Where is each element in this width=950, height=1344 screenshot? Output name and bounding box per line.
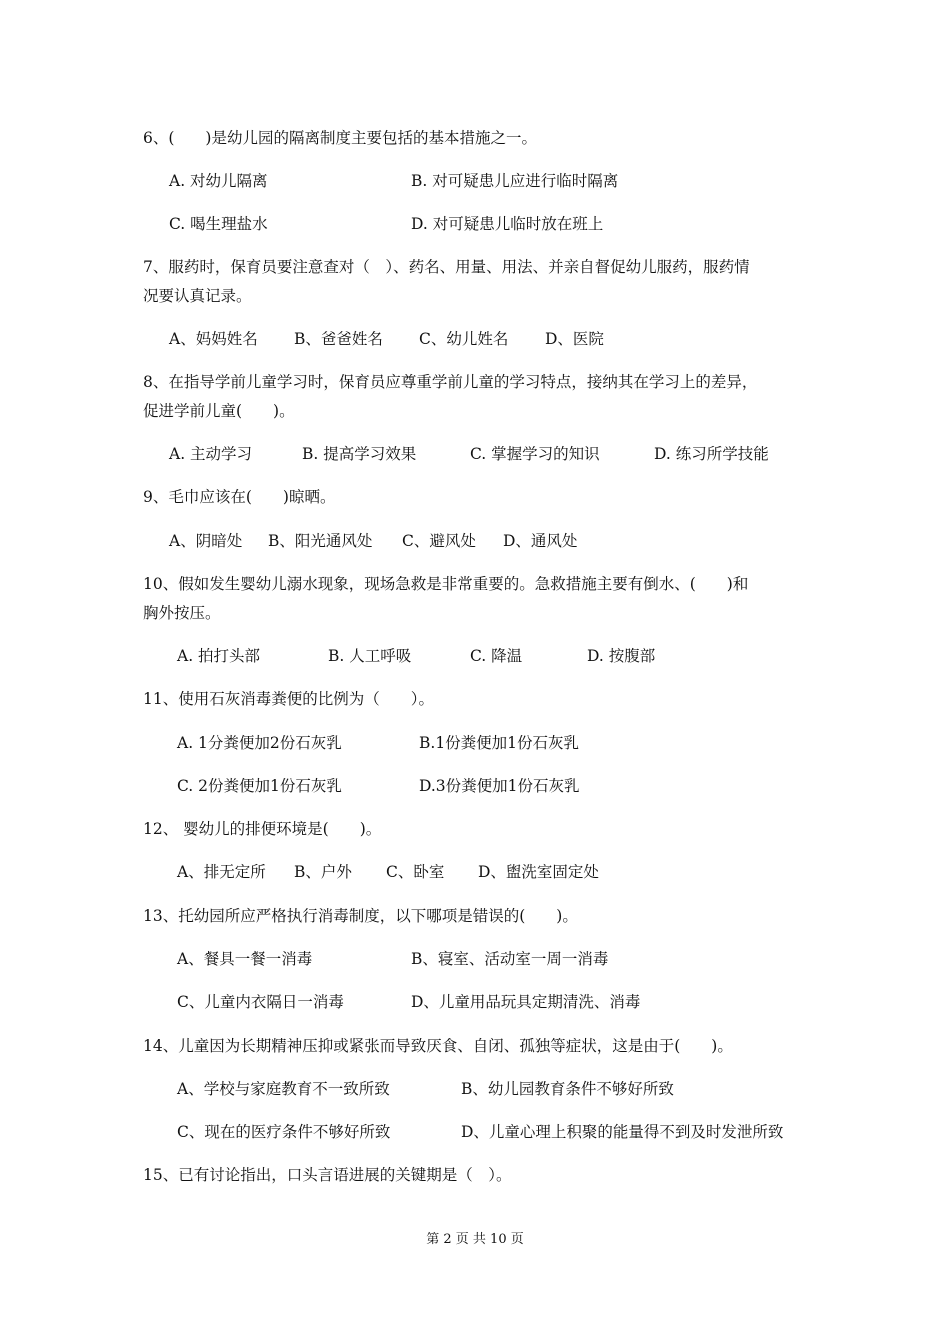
question-10-stem-line-1: 10、假如发生婴幼儿溺水现象，现场急救是非常重要的。急救措施主要有倒水、( )和 xyxy=(143,575,749,593)
question-10-option-c: C. 降温 xyxy=(470,647,523,665)
question-11-option-b: B.1份粪便加1份石灰乳 xyxy=(419,734,580,752)
question-15-stem: 15、已有讨论指出，口头言语进展的关键期是（ ）。 xyxy=(143,1166,512,1184)
question-13-option-a: A、餐具一餐一消毒 xyxy=(177,950,313,968)
question-8-option-a: A. 主动学习 xyxy=(169,445,253,463)
question-11-stem: 11、使用石灰消毒粪便的比例为（ ）。 xyxy=(143,690,434,708)
question-12-option-b: B、户外 xyxy=(294,863,352,881)
question-9-option-c: C、避风处 xyxy=(402,532,476,550)
question-14-option-a: A、学校与家庭教育不一致所致 xyxy=(177,1080,390,1098)
question-8-option-d: D. 练习所学技能 xyxy=(654,445,769,463)
question-9-stem: 9、毛巾应该在( )晾晒。 xyxy=(143,488,336,506)
question-11-option-a: A. 1分粪便加2份石灰乳 xyxy=(177,734,342,752)
question-6-option-d: D. 对可疑患儿临时放在班上 xyxy=(411,215,604,233)
question-14-option-c: C、现在的医疗条件不够好所致 xyxy=(177,1123,391,1141)
question-10-option-d: D. 按腹部 xyxy=(587,647,656,665)
question-6-option-b: B. 对可疑患儿应进行临时隔离 xyxy=(411,172,619,190)
question-12-option-d: D、盥洗室固定处 xyxy=(478,863,599,881)
question-8-option-c: C. 掌握学习的知识 xyxy=(470,445,600,463)
question-12-stem: 12、 婴幼儿的排便环境是( )。 xyxy=(143,820,382,838)
question-9-option-a: A、阴暗处 xyxy=(169,532,243,550)
question-13-option-b: B、寝室、活动室一周一消毒 xyxy=(411,950,609,968)
question-14-stem: 14、儿童因为长期精神压抑或紧张而导致厌食、自闭、孤独等症状，这是由于( )。 xyxy=(143,1037,733,1055)
question-13-stem: 13、托幼园所应严格执行消毒制度，以下哪项是错误的( )。 xyxy=(143,907,578,925)
question-10-option-b: B. 人工呼吸 xyxy=(328,647,412,665)
question-7-option-d: D、医院 xyxy=(545,330,604,348)
question-9-option-d: D、通风处 xyxy=(503,532,578,550)
question-6-option-a: A. 对幼儿隔离 xyxy=(169,172,268,190)
question-14-option-b: B、幼儿园教育条件不够好所致 xyxy=(461,1080,674,1098)
question-13-option-c: C、儿童内衣隔日一消毒 xyxy=(177,993,344,1011)
question-10-option-a: A. 拍打头部 xyxy=(177,647,261,665)
question-13-option-d: D、儿童用品玩具定期清洗、消毒 xyxy=(411,993,641,1011)
question-11-option-c: C. 2份粪便加1份石灰乳 xyxy=(177,777,342,795)
question-8-stem-line-1: 8、在指导学前儿童学习时，保育员应尊重学前儿童的学习特点，接纳其在学习上的差异， xyxy=(143,373,758,391)
question-6-option-c: C. 喝生理盐水 xyxy=(169,215,268,233)
question-12-option-a: A、排无定所 xyxy=(177,863,266,881)
question-7-option-c: C、幼儿姓名 xyxy=(419,330,509,348)
question-10-stem-line-2: 胸外按压。 xyxy=(143,604,221,622)
question-7-option-a: A、妈妈姓名 xyxy=(169,330,258,348)
question-7-stem-line-2: 况要认真记录。 xyxy=(143,287,252,305)
question-8-option-b: B. 提高学习效果 xyxy=(302,445,417,463)
question-14-option-d: D、儿童心理上积聚的能量得不到及时发泄所致 xyxy=(461,1123,784,1141)
question-9-option-b: B、阳光通风处 xyxy=(268,532,373,550)
question-7-stem-line-1: 7、服药时，保育员要注意查对（ ）、药名、用量、用法、并亲自督促幼儿服药，服药情 xyxy=(143,258,750,276)
question-12-option-c: C、卧室 xyxy=(386,863,445,881)
question-6-stem: 6、( )是幼儿园的隔离制度主要包括的基本措施之一。 xyxy=(143,129,537,147)
question-7-option-b: B、爸爸姓名 xyxy=(294,330,383,348)
question-11-option-d: D.3份粪便加1份石灰乳 xyxy=(419,777,580,795)
question-8-stem-line-2: 促进学前儿童( )。 xyxy=(143,402,295,420)
page-number-footer: 第 2 页 共 10 页 xyxy=(426,1232,524,1247)
